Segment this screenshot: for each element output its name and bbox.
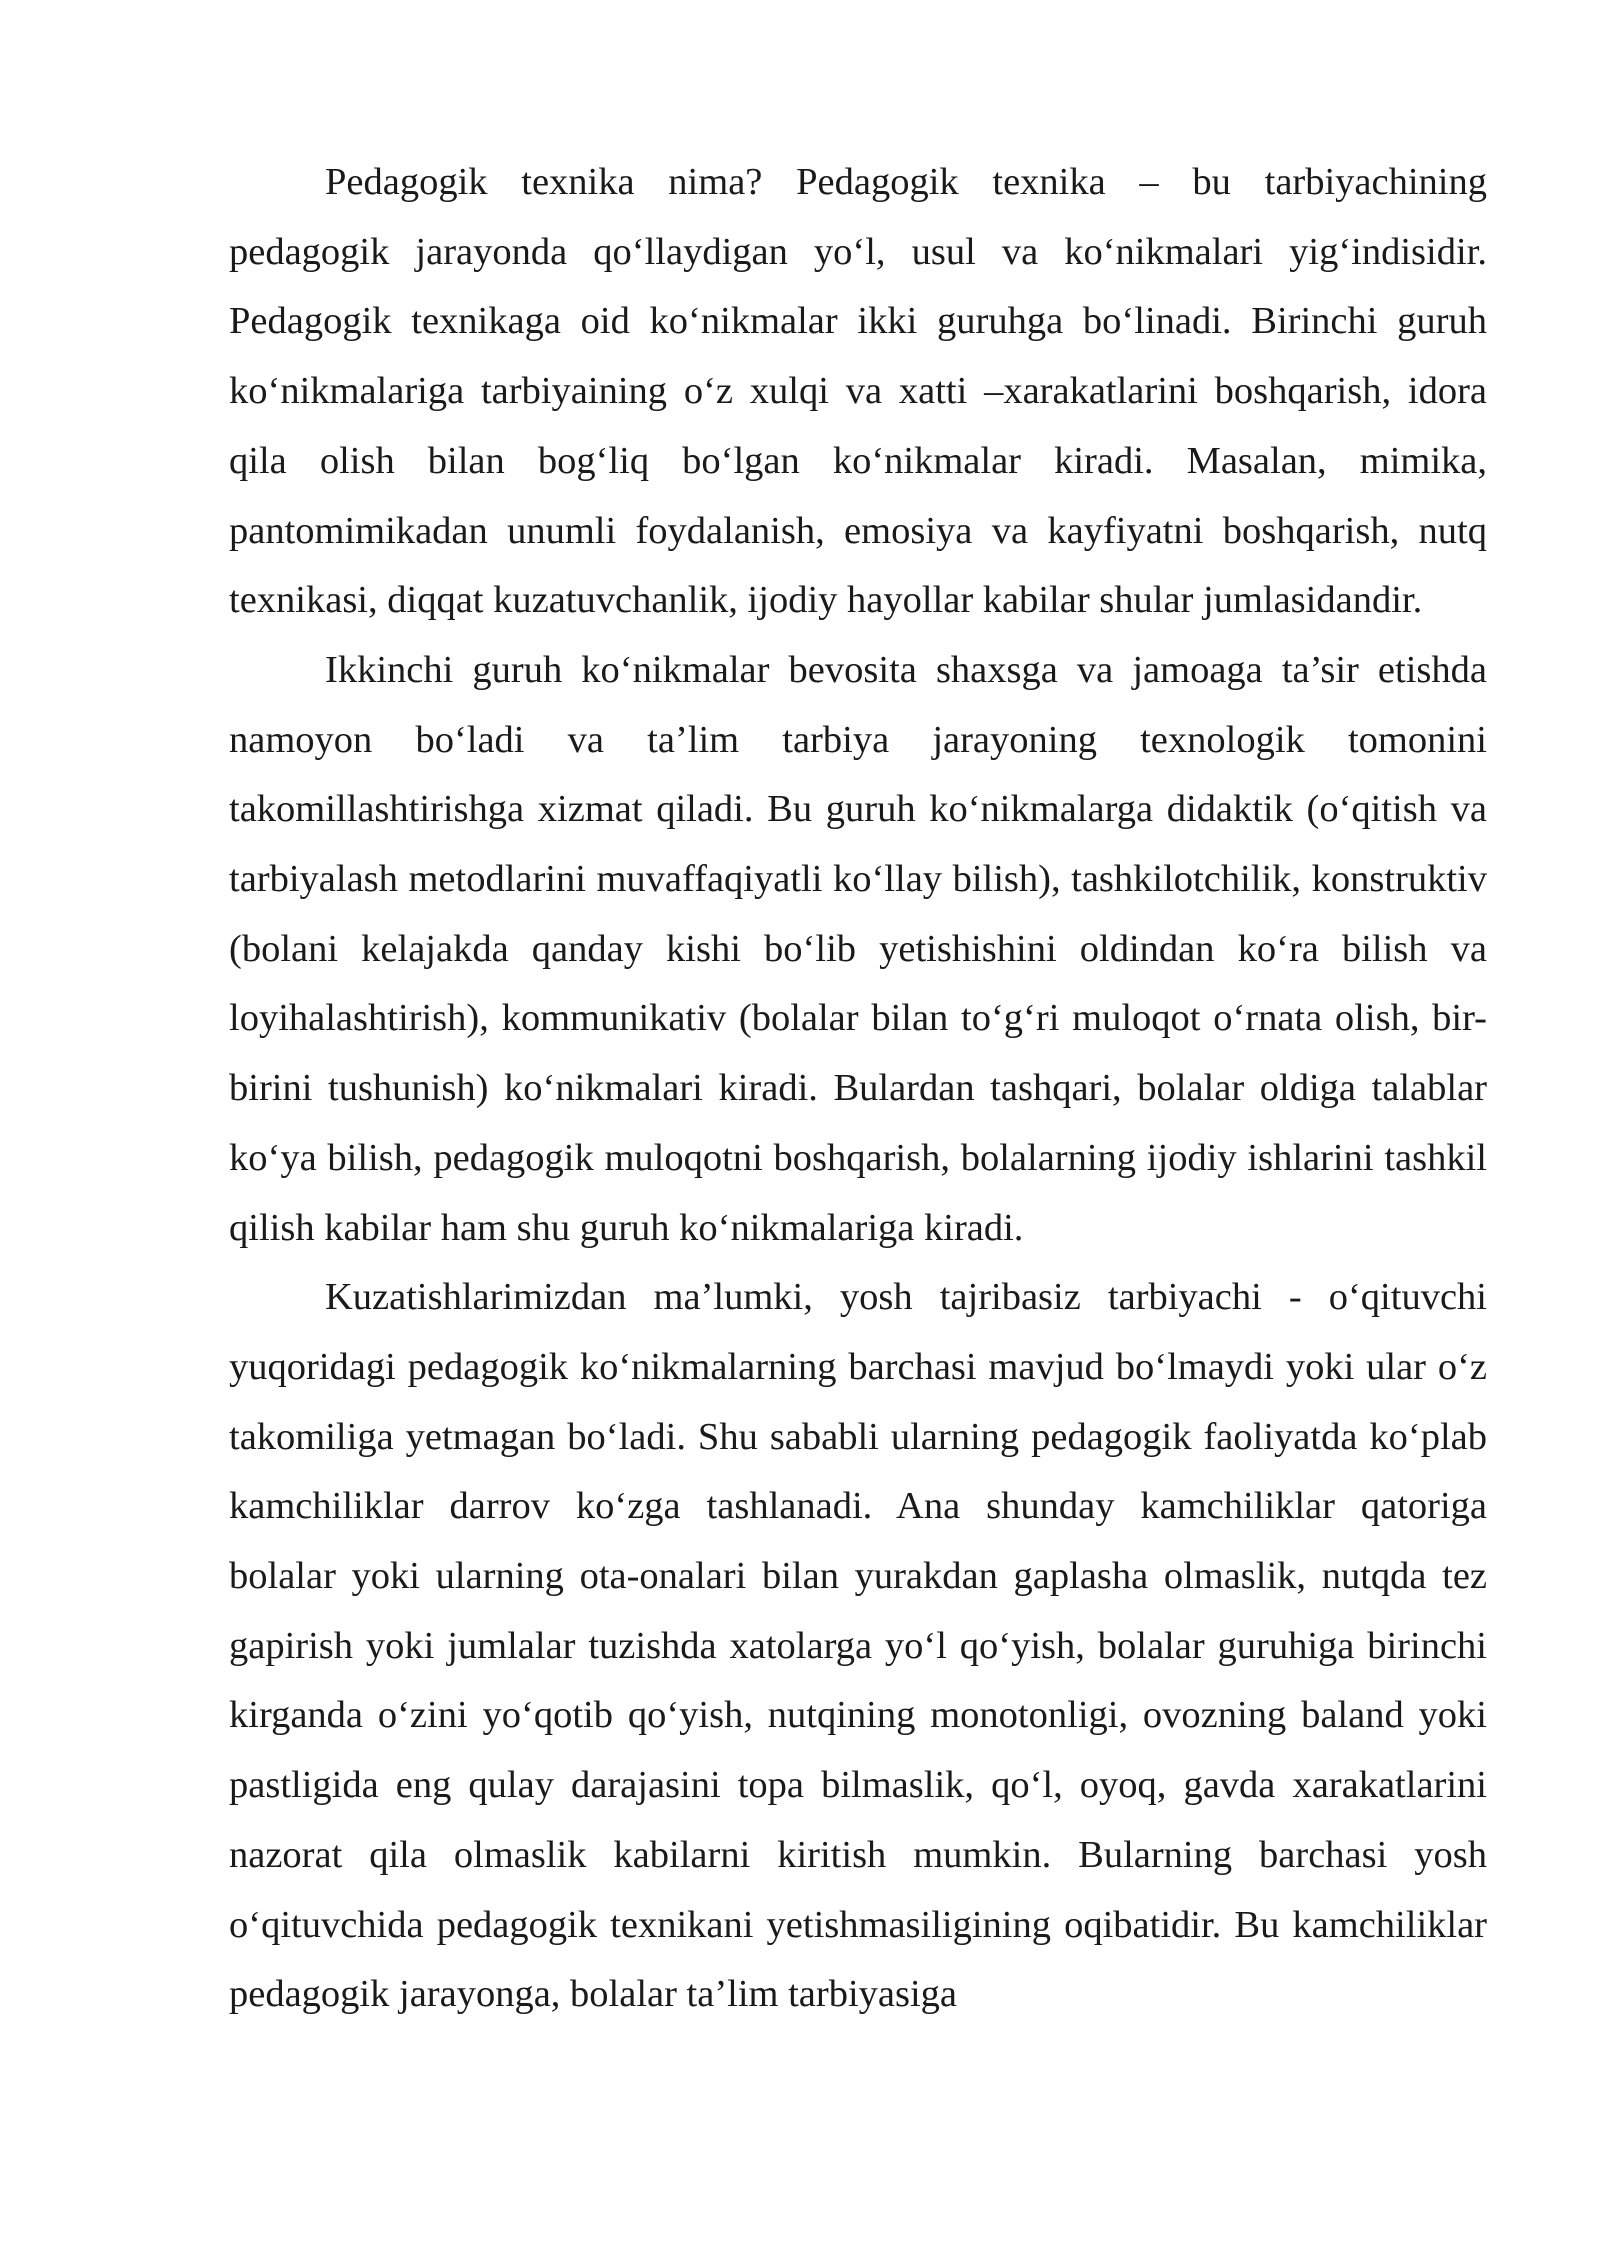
paragraph-kuzatishlarimizdan: Kuzatishlarimizdan ma’lumki, yosh tajribasiz tarbiyachi - o‘qituvchi yuqoridagi pedagogik ko‘nikmalarning barchasi mavjud bo‘lmaydi yoki ular o‘z takomiliga yetmagan bo‘ladi. Shu sababli ularning pedagogik faoliyatda ko‘plab kamchiliklar darrov ko‘zga tashlanadi. Ana shunday kamchiliklar qatoriga bolalar yoki ularning ota-onalari bilan yurakdan gaplasha olmaslik, nutqda tez gapirish yoki jumlalar tuzishda xatolarga yo‘l qo‘yish, bolalar guruhiga birinchi kirganda o‘zini yo‘qotib qo‘yish, nutqining monotonligi, ovozning baland yoki pastligida eng qulay darajasini topa bilmaslik, qo‘l, oyoq, gavda xarakatlarini nazorat qila olmaslik kabilarni kiritish mumkin. Bularning barchasi yosh o‘qituvchida pedagogik texnikani yetishmasiligining oqibatidir. Bu kamchiliklar pedagogik jarayonga, bolalar ta’lim tarbiyasiga [229, 1276, 1487, 2016]
paragraph-ikkinchi-guruh: Ikkinchi guruh ko‘nikmalar bevosita shaxsga va jamoaga ta’sir etishda namoyon bo‘ladi va ta’lim tarbiya jarayoning texnologik tomonini takomillashtirishga xizmat qiladi. Bu guruh ko‘nikmalarga didaktik (o‘qitish va tarbiyalash metodlarini muvaffaqiyatli ko‘llay bilish), tashkilotchilik, konstruktiv (bolani kelajakda qanday kishi bo‘lib yetishishini oldindan ko‘ra bilish va loyihalashtirish), kommunikativ (bolalar bilan to‘g‘ri muloqot o‘rnata olish, bir-birini tushunish) ko‘nikmalari kiradi. Bulardan tashqari, bolalar oldiga talablar ko‘ya bilish, pedagogik muloqotni boshqarish, bolalarning ijodiy ishlarini tashkil qilish kabilar ham shu guruh ko‘nikmalariga kiradi. [229, 648, 1487, 1249]
document-body [229, 148, 1487, 2030]
paragraph-pedagogik-texnika: Pedagogik texnika nima? Pedagogik texnika – bu tarbiyachining pedagogik jarayonda qo‘llaydigan yo‘l, usul va ko‘nikmalari yig‘indisidir. Pedagogik texnikaga oid ko‘nikmalar ikki guruhga bo‘linadi. Birinchi guruh ko‘nikmalariga tarbiyaining o‘z xulqi va xatti –xarakatlarini boshqarish, idora qila olish bilan bog‘liq bo‘lgan ko‘nikmalar kiradi. Masalan, mimika, pantomimikadan unumli foydalanish, emosiya va kayfiyatni boshqarish, nutq texnikasi, diqqat kuzatuvchanlik, ijodiy hayollar kabilar shular jumlasidandir. [229, 161, 1487, 622]
